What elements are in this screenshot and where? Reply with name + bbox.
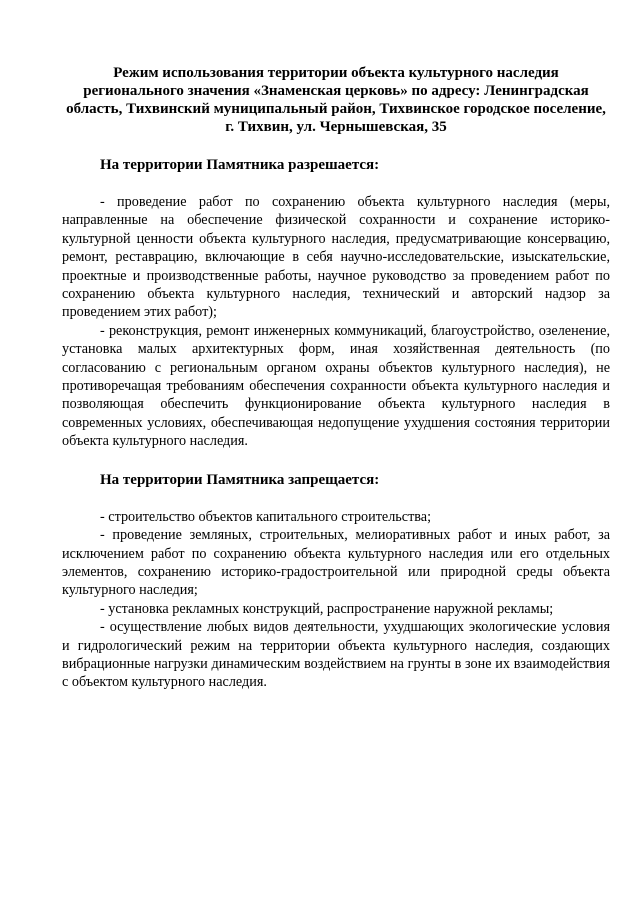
forbidden-item: - проведение земляных, строительных, мелиоративных работ и иных работ, за исключением работ по сохранению объекта культурного наследия или его отдельных элементов, сохранению историко-градостроительной или природной среды объекта культурного наследия; xyxy=(62,527,610,599)
document-title: Режим использования территории объекта культурного наследия регионального значения «Знаменская церковь» по адресу: Ленинградская область, Тихвинский муниципальный район, Тихвинское городское поселение, г. Тихвин, ул. Чернышевская, 35 xyxy=(66,65,606,135)
allowed-heading: На территории Памятника разрешается: xyxy=(100,157,380,173)
forbidden-item: - строительство объектов капитального строительства; xyxy=(100,508,432,525)
forbidden-list xyxy=(62,508,610,692)
document-page xyxy=(62,64,610,692)
forbidden-item: - осуществление любых видов деятельности, ухудшающих экологические условия и гидрологический режим на территории объекта культурного наследия, создающих вибрационные нагрузки динамическим воздействием на грунты в зоне их взаимодействия с объектом культурного наследия. xyxy=(62,619,610,691)
forbidden-item: - установка рекламных конструкций, распространение наружной рекламы; xyxy=(100,600,554,617)
allowed-list xyxy=(62,193,610,451)
allowed-item: - проведение работ по сохранению объекта культурного наследия (меры, направленные на обеспечение физической сохранности и сохранение историко-культурной ценности объекта культурного наследия, предусматривающие консервацию, ремонт, реставрацию, включающие в себя научно-исследовательские, изыскательские, проектные и производственные работы, научное руководство за проведением работ по сохранению объекта культурного наследия, технический и авторский надзор за проведением этих работ); xyxy=(62,194,610,321)
allowed-item: - реконструкция, ремонт инженерных коммуникаций, благоустройство, озеленение, установка малых архитектурных форм, иная хозяйственная деятельность (по согласованию с региональным органом охраны объектов культурного наследия), не противоречащая требованиям обеспечения сохранности объекта культурного наследия и позволяющая обеспечить функционирование объекта культурного наследия в современных условиях, обеспечивающая недопущение ухудшения состояния территории объекта культурного наследия. xyxy=(62,322,610,450)
forbidden-heading: На территории Памятника запрещается: xyxy=(100,471,380,488)
